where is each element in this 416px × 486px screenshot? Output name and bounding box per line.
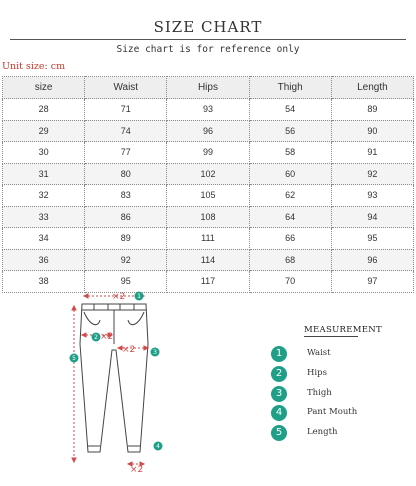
table-cell: 28 <box>3 99 85 121</box>
table-cell: 36 <box>3 249 85 271</box>
table-cell: 102 <box>167 163 249 185</box>
size-table <box>2 76 414 293</box>
table-cell: 83 <box>85 185 167 207</box>
table-cell: 54 <box>249 99 331 121</box>
unit-label: Unit size: cm <box>2 61 66 72</box>
diagram-number: 4 <box>156 443 160 450</box>
pants-diagram <box>60 284 170 480</box>
table-cell: 108 <box>167 206 249 228</box>
table-row <box>3 228 414 250</box>
table-cell: 62 <box>249 185 331 207</box>
table-cell: 93 <box>167 99 249 121</box>
table-cell: 68 <box>249 249 331 271</box>
table-cell: 105 <box>167 185 249 207</box>
table-cell: 31 <box>3 163 85 185</box>
diagram-number: 3 <box>153 349 157 356</box>
diagram-number: 5 <box>72 355 76 362</box>
measurement-item <box>271 386 401 402</box>
table-cell: 71 <box>85 99 167 121</box>
measurement-number-badge: 5 <box>271 425 287 441</box>
table-cell: 77 <box>85 142 167 164</box>
diagram-marker: ×2 <box>130 465 144 475</box>
measurement-label: Pant Mouth <box>307 407 358 417</box>
table-cell: 96 <box>167 120 249 142</box>
measurement-title: MEASUREMENT <box>304 325 382 335</box>
measurement-number-badge: 2 <box>271 366 287 382</box>
table-cell: 56 <box>249 120 331 142</box>
table-cell: 86 <box>85 206 167 228</box>
table-cell: 96 <box>331 249 413 271</box>
page-title: SIZE CHART <box>153 18 263 36</box>
table-cell: 92 <box>331 163 413 185</box>
title-divider <box>10 39 406 40</box>
diagram-marker: ×2 <box>112 292 126 302</box>
measurement-number-badge: 1 <box>271 346 287 362</box>
measurement-number-badge: 3 <box>271 386 287 402</box>
table-cell: 90 <box>331 120 413 142</box>
table-cell: 117 <box>167 271 249 293</box>
table-cell: 58 <box>249 142 331 164</box>
measurement-item <box>271 346 401 362</box>
table-cell: 32 <box>3 185 85 207</box>
table-cell: 89 <box>331 99 413 121</box>
table-cell: 91 <box>331 142 413 164</box>
table-row <box>3 142 414 164</box>
table-cell: 29 <box>3 120 85 142</box>
table-cell: 60 <box>249 163 331 185</box>
table-row <box>3 163 414 185</box>
column-header-thigh: Thigh <box>249 77 331 99</box>
measurement-item <box>271 425 401 441</box>
column-header-length: Length <box>331 77 413 99</box>
measurement-label: Hips <box>307 368 327 378</box>
measurement-label: Length <box>307 427 338 437</box>
table-cell: 95 <box>331 228 413 250</box>
table-row <box>3 249 414 271</box>
table-cell: 74 <box>85 120 167 142</box>
table-cell: 66 <box>249 228 331 250</box>
table-cell: 89 <box>85 228 167 250</box>
measurement-item <box>271 366 401 382</box>
table-cell: 64 <box>249 206 331 228</box>
measurement-label: Thigh <box>307 388 332 398</box>
diagram-marker: ×2 <box>100 332 114 342</box>
column-header-size: size <box>3 77 85 99</box>
measurement-divider <box>304 336 358 337</box>
table-row <box>3 206 414 228</box>
table-cell: 111 <box>167 228 249 250</box>
measurement-label: Waist <box>307 348 331 358</box>
subtitle: Size chart is for reference only <box>116 44 300 55</box>
measurement-item <box>271 405 401 421</box>
table-cell: 114 <box>167 249 249 271</box>
pants-outline <box>80 304 148 452</box>
table-header-row <box>3 77 414 99</box>
column-header-waist: Waist <box>85 77 167 99</box>
table-cell: 30 <box>3 142 85 164</box>
table-cell: 70 <box>249 271 331 293</box>
table-cell: 33 <box>3 206 85 228</box>
table-row <box>3 120 414 142</box>
table-cell: 80 <box>85 163 167 185</box>
table-cell: 94 <box>331 206 413 228</box>
table-cell: 95 <box>85 271 167 293</box>
diagram-number: 2 <box>94 334 98 341</box>
table-cell: 99 <box>167 142 249 164</box>
diagram-number: 1 <box>137 293 141 300</box>
diagram-marker: ×2 <box>122 345 136 355</box>
measurement-number-badge: 4 <box>271 405 287 421</box>
table-row <box>3 99 414 121</box>
measurement-arrows <box>72 294 148 466</box>
table-cell: 38 <box>3 271 85 293</box>
table-cell: 93 <box>331 185 413 207</box>
table-cell: 92 <box>85 249 167 271</box>
table-row <box>3 185 414 207</box>
table-cell: 97 <box>331 271 413 293</box>
column-header-hips: Hips <box>167 77 249 99</box>
table-cell: 34 <box>3 228 85 250</box>
